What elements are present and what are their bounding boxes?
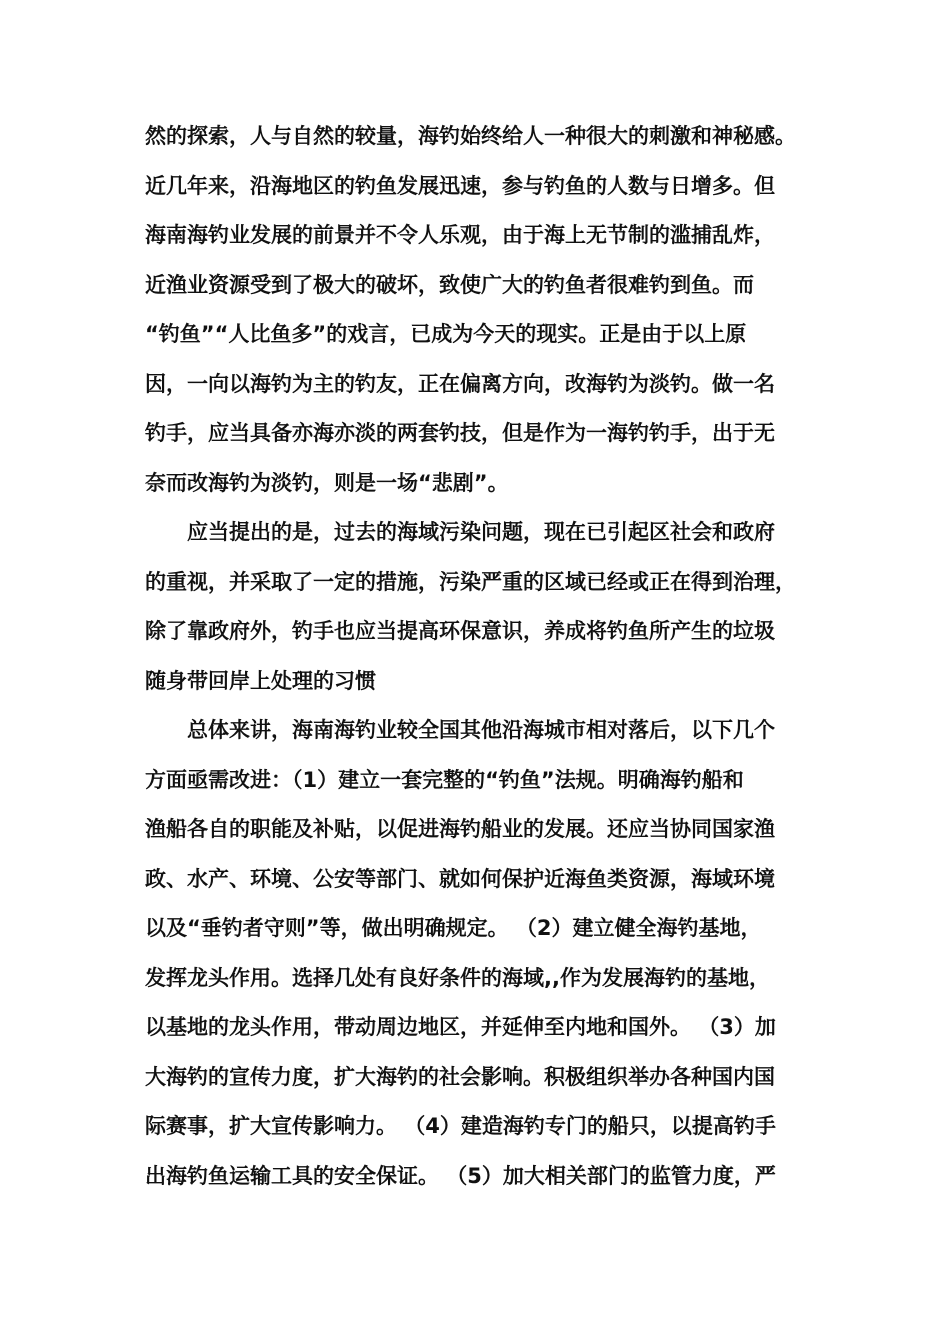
text-line: 以基地的龙头作用，带动周边地区，并延伸至内地和国外。 （3）加 bbox=[145, 1015, 776, 1039]
document-body bbox=[145, 112, 810, 1201]
text-line: 近渔业资源受到了极大的破坏，致使广大的钓鱼者很难钓到鱼。而 bbox=[145, 272, 754, 297]
text-line: 政、水产、环境、公安等部门、就如何保护近海鱼类资源，海域环境 bbox=[145, 866, 775, 891]
text-line: 发挥龙头作用。选择几处有良好条件的海域,,作为发展海钓的基地， bbox=[145, 965, 770, 990]
text-line: 钓手，应当具备亦海亦淡的两套钓技，但是作为一海钓钓手，出于无 bbox=[145, 421, 775, 445]
text-line: 总体来讲，海南海钓业较全国其他沿海城市相对落后，以下几个 bbox=[187, 718, 775, 742]
text-line: 以及“垂钓者守则”等，做出明确规定。 （2）建立健全海钓基地， bbox=[145, 916, 762, 940]
text-line: 方面亟需改进：（1）建立一套完整的“钓鱼”法规。明确海钓船和 bbox=[145, 767, 744, 792]
text-line: “钓鱼”“人比鱼多”的戏言，已成为今天的现实。正是由于以上原 bbox=[145, 322, 747, 346]
text-line: 大海钓的宣传力度，扩大海钓的社会影响。积极组织举办各种国内国 bbox=[145, 1064, 775, 1089]
text-line: 渔船各自的职能及补贴，以促进海钓船业的发展。还应当协同国家渔 bbox=[145, 817, 775, 841]
text-line: 海南海钓业发展的前景并不令人乐观，由于海上无节制的滥捕乱炸， bbox=[145, 223, 775, 247]
text-line: 际赛事，扩大宣传影响力。 （4）建造海钓专门的船只，以提高钓手 bbox=[145, 1114, 776, 1138]
text-line: 除了靠政府外，钓手也应当提高环保意识，养成将钓鱼所产生的垃圾 bbox=[145, 619, 775, 643]
text-line: 的重视，并采取了一定的措施，污染严重的区域已经或正在得到治理， bbox=[145, 569, 796, 594]
text-line: 近几年来，沿海地区的钓鱼发展迅速，参与钓鱼的人数与日增多。但 bbox=[145, 173, 775, 198]
text-line: 然的探索，人与自然的较量，海钓始终给人一种很大的刺激和神秘感。 bbox=[145, 124, 796, 148]
text-line: 因，一向以海钓为主的钓友，正在偏离方向，改海钓为淡钓。做一名 bbox=[145, 371, 775, 396]
text-line: 应当提出的是，过去的海域污染问题，现在已引起区社会和政府 bbox=[187, 520, 775, 544]
text-line: 奈而改海钓为淡钓，则是一场“悲剧”。 bbox=[145, 470, 509, 495]
text-line: 出海钓鱼运输工具的安全保证。 （5）加大相关部门的监管力度，严 bbox=[145, 1163, 776, 1188]
text-line: 随身带回岸上处理的习惯 bbox=[145, 668, 376, 693]
